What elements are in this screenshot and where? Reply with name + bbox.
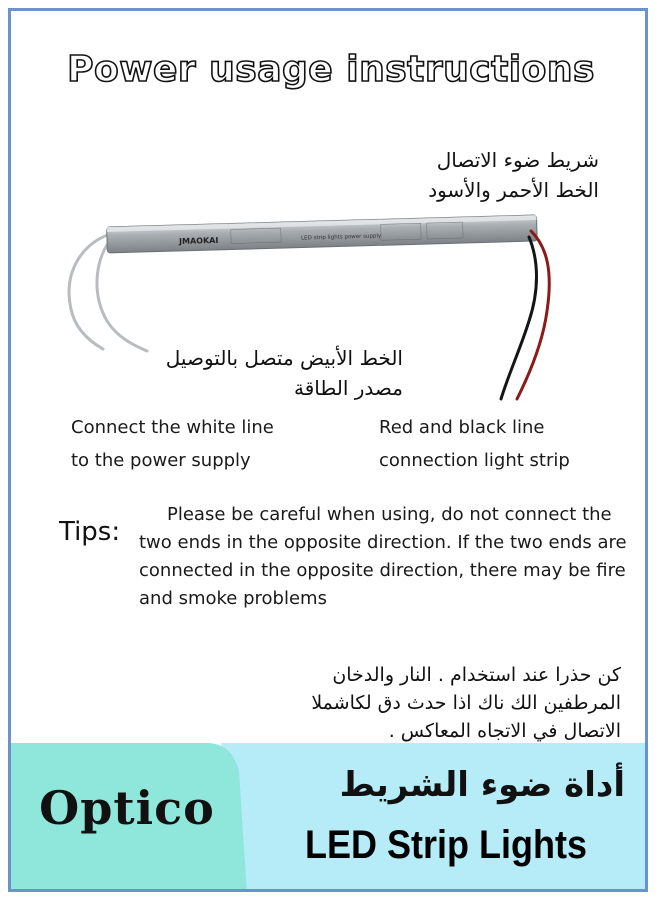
arabic-line: الخط الأحمر والأسود bbox=[428, 178, 599, 202]
arabic-line: الاتصال في الاتجاه المعاكس . bbox=[388, 720, 621, 742]
device-label-text: LED strip lights power supply bbox=[300, 233, 382, 242]
arabic-tips bbox=[121, 661, 621, 745]
arabic-line: كن حذرا عند استخدام . النار والدخان bbox=[332, 664, 621, 686]
instruction-line: Connect the white line bbox=[71, 417, 274, 438]
arabic-line: الخط الأبيض متصل بالتوصيل bbox=[165, 346, 403, 370]
arabic-white-line-annotation bbox=[63, 343, 403, 403]
arabic-line: المرطفين الك ناك اذا حدث دق لكاشملا bbox=[311, 692, 621, 714]
brand-logo: Optico bbox=[39, 781, 215, 835]
red-black-instruction bbox=[379, 411, 639, 477]
banner-arabic-title: أداة ضوء الشريط bbox=[339, 765, 625, 805]
device-brand-label: JMAOKAI bbox=[178, 235, 219, 246]
red-black-wires bbox=[501, 231, 549, 399]
instruction-line: Red and black line bbox=[379, 417, 545, 438]
tips-text: Please be careful when using, do not connect the two ends in the opposite direction. If the two ends are connected in the opposite direction, there may be fire and smoke problems bbox=[139, 504, 627, 609]
product-title: LED Strip Lights bbox=[304, 823, 587, 867]
power-supply-body bbox=[107, 215, 538, 253]
arabic-line: مصدر الطاقة bbox=[293, 376, 403, 400]
instruction-line: to the power supply bbox=[71, 450, 251, 471]
tips-label: Tips: bbox=[59, 517, 121, 547]
page-frame bbox=[8, 8, 648, 892]
instruction-line: connection light strip bbox=[379, 450, 570, 471]
arabic-line: شريط ضوء الاتصال bbox=[436, 148, 599, 172]
page-title: Power usage instructions bbox=[67, 49, 595, 90]
white-line-instruction bbox=[71, 411, 361, 477]
